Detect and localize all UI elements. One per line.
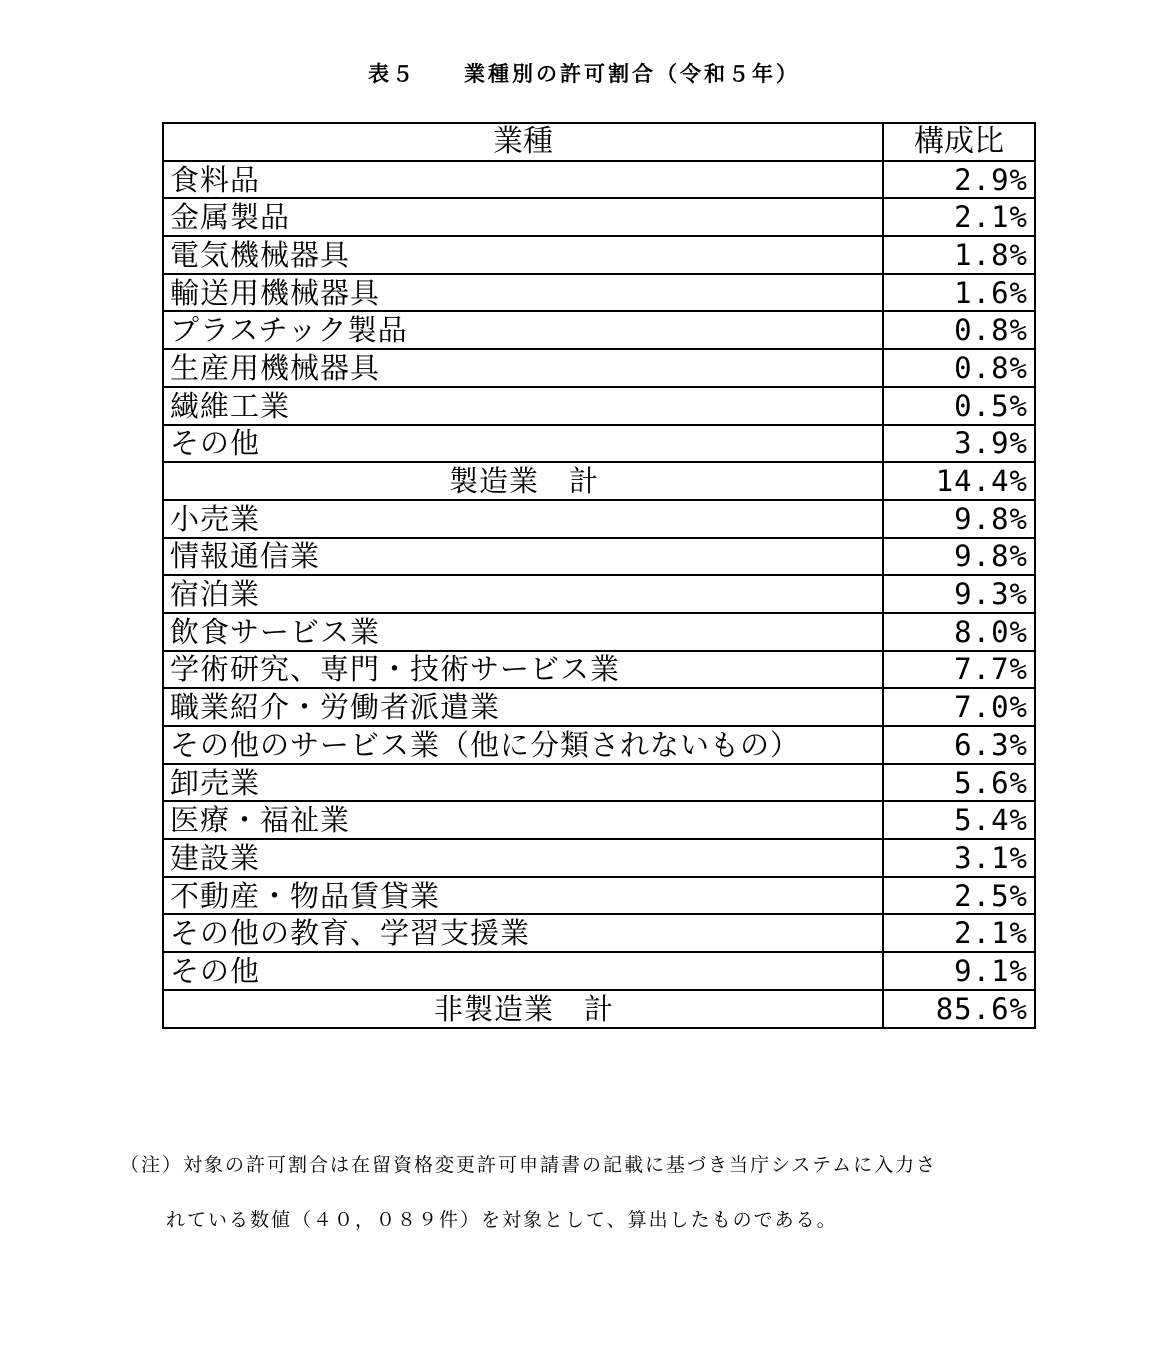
header-share: 構成比 bbox=[883, 123, 1035, 161]
table-title bbox=[0, 58, 1168, 88]
industry-name: 食料品 bbox=[163, 161, 883, 199]
industry-name: 輸送用機械器具 bbox=[163, 274, 883, 312]
footnote bbox=[120, 1150, 1120, 1235]
share-value: 0.8% bbox=[883, 311, 1035, 349]
share-value: 5.6% bbox=[883, 764, 1035, 802]
table-row bbox=[163, 349, 1035, 387]
share-value: 14.4% bbox=[883, 462, 1035, 500]
share-value: 9.8% bbox=[883, 538, 1035, 576]
table-row bbox=[163, 198, 1035, 236]
share-value: 7.7% bbox=[883, 651, 1035, 689]
share-value: 2.9% bbox=[883, 161, 1035, 199]
table-row bbox=[163, 801, 1035, 839]
share-value: 9.3% bbox=[883, 575, 1035, 613]
industry-name: 製造業 計 bbox=[163, 462, 883, 500]
table-number: 表５ bbox=[368, 62, 416, 86]
table-row bbox=[163, 952, 1035, 990]
footnote-line-2: れている数値（４０，０８９件）を対象として、算出したものである。 bbox=[166, 1209, 838, 1231]
industry-name: 建設業 bbox=[163, 839, 883, 877]
table-row bbox=[163, 236, 1035, 274]
industry-name: 卸売業 bbox=[163, 764, 883, 802]
industry-name: 生産用機械器具 bbox=[163, 349, 883, 387]
table-row bbox=[163, 839, 1035, 877]
header-industry: 業種 bbox=[163, 123, 883, 161]
share-value: 0.5% bbox=[883, 387, 1035, 425]
industry-name: その他の教育、学習支援業 bbox=[163, 914, 883, 952]
industry-name: 学術研究、専門・技術サービス業 bbox=[163, 651, 883, 689]
share-value: 3.1% bbox=[883, 839, 1035, 877]
share-value: 3.9% bbox=[883, 425, 1035, 463]
industry-name: 小売業 bbox=[163, 500, 883, 538]
industry-name: 飲食サービス業 bbox=[163, 613, 883, 651]
industry-name: 繊維工業 bbox=[163, 387, 883, 425]
table-row bbox=[163, 688, 1035, 726]
table-row bbox=[163, 877, 1035, 915]
share-value: 9.1% bbox=[883, 952, 1035, 990]
table-row bbox=[163, 425, 1035, 463]
industry-name: 職業紹介・労働者派遣業 bbox=[163, 688, 883, 726]
share-value: 2.1% bbox=[883, 914, 1035, 952]
header-row bbox=[163, 123, 1035, 161]
table-row bbox=[163, 387, 1035, 425]
industry-name: 情報通信業 bbox=[163, 538, 883, 576]
table-row bbox=[163, 914, 1035, 952]
share-value: 5.4% bbox=[883, 801, 1035, 839]
industry-name: 電気機械器具 bbox=[163, 236, 883, 274]
industry-name: 非製造業 計 bbox=[163, 990, 883, 1028]
subtotal-row bbox=[163, 990, 1035, 1028]
share-value: 85.6% bbox=[883, 990, 1035, 1028]
share-value: 6.3% bbox=[883, 726, 1035, 764]
table-row bbox=[163, 538, 1035, 576]
table-row bbox=[163, 311, 1035, 349]
table-row bbox=[163, 726, 1035, 764]
table-row bbox=[163, 651, 1035, 689]
share-value: 0.8% bbox=[883, 349, 1035, 387]
industry-name: 不動産・物品賃貸業 bbox=[163, 877, 883, 915]
share-value: 1.8% bbox=[883, 236, 1035, 274]
subtotal-row bbox=[163, 462, 1035, 500]
share-value: 9.8% bbox=[883, 500, 1035, 538]
industry-name: プラスチック製品 bbox=[163, 311, 883, 349]
table-row bbox=[163, 575, 1035, 613]
share-value: 7.0% bbox=[883, 688, 1035, 726]
share-value: 1.6% bbox=[883, 274, 1035, 312]
share-value: 2.1% bbox=[883, 198, 1035, 236]
industry-share-table bbox=[162, 122, 1036, 1029]
industry-name: 金属製品 bbox=[163, 198, 883, 236]
share-value: 8.0% bbox=[883, 613, 1035, 651]
table-row bbox=[163, 500, 1035, 538]
industry-name: 宿泊業 bbox=[163, 575, 883, 613]
table-row bbox=[163, 764, 1035, 802]
table-row bbox=[163, 161, 1035, 199]
table-caption: 業種別の許可割合（令和５年） bbox=[464, 62, 800, 86]
industry-name: その他 bbox=[163, 425, 883, 463]
industry-name: その他のサービス業（他に分類されないもの） bbox=[163, 726, 883, 764]
table-row bbox=[163, 274, 1035, 312]
industry-name: 医療・福祉業 bbox=[163, 801, 883, 839]
table-row bbox=[163, 613, 1035, 651]
industry-name: その他 bbox=[163, 952, 883, 990]
share-value: 2.5% bbox=[883, 877, 1035, 915]
footnote-line-1: （注）対象の許可割合は在留資格変更許可申請書の記載に基づき当庁システムに入力さ bbox=[120, 1154, 938, 1176]
